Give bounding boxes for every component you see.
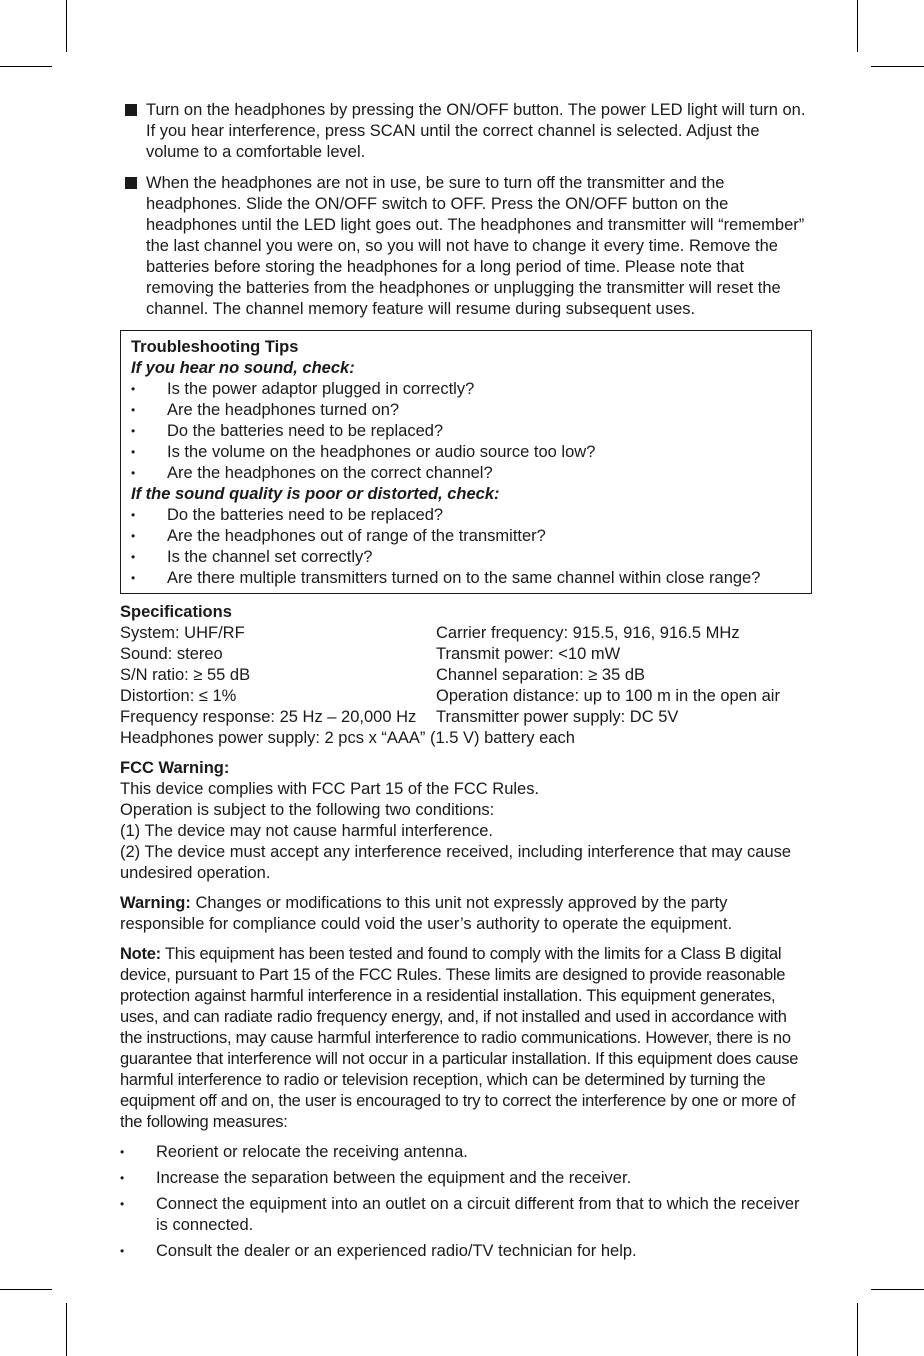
bullet-icon: • (120, 1197, 125, 1211)
warning-label: Warning: (120, 894, 191, 912)
intro-item (120, 100, 810, 163)
list-item: • Are there multiple transmitters turned on to the same channel within close range? (131, 569, 761, 587)
fcc-line: Operation is subject to the following two conditions: (120, 801, 495, 819)
square-bullet-icon (125, 104, 137, 116)
intro-item-text: Turn on the headphones by pressing the ON/OFF button. The power LED light will turn on. If you hear interference, press SCAN until the correct channel is selected. Adjust the volume to a comfortable level. (146, 101, 806, 161)
warning-text: Changes or modifications to this unit not expressly approved by the party responsible for compliance could void the user’s authority to operate the equipment. (120, 894, 733, 933)
bullet-icon: • (120, 1171, 125, 1185)
note-paragraph (120, 944, 810, 1133)
spec-item: Transmit power: <10 mW (436, 645, 621, 663)
fcc-line: (2) The device must accept any interference received, including interference that may cause undesired operation. (120, 843, 792, 882)
list-item: • Are the headphones on the correct channel? (131, 464, 493, 482)
spec-item: Frequency response: 25 Hz – 20,000 Hz (120, 708, 417, 726)
crop-mark-top-left-vertical (66, 0, 67, 52)
specifications-grid (120, 623, 810, 749)
bullet-icon: • (131, 382, 136, 396)
spec-item: System: UHF/RF (120, 624, 245, 642)
spec-item: Transmitter power supply: DC 5V (436, 708, 679, 726)
fcc-warning-section (120, 758, 810, 884)
note-label: Note: (120, 945, 161, 963)
spec-item: Sound: stereo (120, 645, 223, 663)
crop-mark-top-right-vertical (857, 0, 858, 52)
list-item: • Consult the dealer or an experienced radio/TV technician for help. (120, 1242, 637, 1260)
spec-item: Headphones power supply: 2 pcs x “AAA” (1.5 V) battery each (120, 729, 575, 747)
list-item: • Do the batteries need to be replaced? (131, 506, 444, 524)
fcc-line: (1) The device may not cause harmful interference. (120, 822, 493, 840)
bullet-icon: • (131, 403, 136, 417)
crop-mark-bottom-right-vertical (857, 1303, 858, 1356)
crop-mark-top-left-horizontal (0, 66, 52, 67)
measures-list (120, 1142, 810, 1262)
square-bullet-icon (125, 177, 137, 189)
specifications-section (120, 602, 810, 749)
crop-mark-bottom-right-horizontal (871, 1289, 924, 1290)
spec-item: Operation distance: up to 100 m in the open air (436, 687, 780, 705)
spec-item: Distortion: ≤ 1% (120, 687, 237, 705)
intro-item-text: When the headphones are not in use, be sure to turn off the transmitter and the headphones. Slide the ON/OFF switch to OFF. Press the ON/OFF button on the headphones until the LED light goes out. The headphones and transmitter will “remember” the last channel you were on, so you will not have to change it every time. Remove the batteries before storing the headphones for a long period of time. Please note that removing the batteries from the headphones or unplugging the transmitter will reset the channel. The channel memory feature will resume during subsequent uses. (146, 174, 805, 318)
warning-paragraph (120, 893, 810, 935)
bullet-icon: • (131, 571, 136, 585)
spec-item: S/N ratio: ≥ 55 dB (120, 666, 251, 684)
note-text: This equipment has been tested and found to comply with the limits for a Class B digital device, pursuant to Part 15 of the FCC Rules. These limits are designed to provide reasonable protection against harmful interference in a residential installation. This equipment generates, uses, and can radiate radio frequency energy, and, if not installed and used in accordance with the instructions, may cause harmful interference to radio communications. However, there is no guarantee that interference will not occur in a particular installation. If this equipment does cause harmful interference to radio or television reception, which can be determined by turning the equipment off and on, the user is encouraged to try to correct the interference by one or more of the following measures: (120, 945, 799, 1131)
list-item: • Is the volume on the headphones or audio source too low? (131, 443, 596, 461)
bullet-icon: • (131, 445, 136, 459)
specifications-title: Specifications (120, 603, 232, 621)
spec-item: Carrier frequency: 915.5, 916, 916.5 MHz (436, 624, 740, 642)
list-item: • Connect the equipment into an outlet on a circuit different from that to which the receiver is connected. (120, 1195, 800, 1234)
bullet-icon: • (131, 508, 136, 522)
troubleshooting-title: Troubleshooting Tips (131, 338, 299, 356)
list-item: • Is the power adaptor plugged in correctly? (131, 380, 475, 398)
intro-item (120, 173, 810, 320)
list-item: • Reorient or relocate the receiving antenna. (120, 1143, 468, 1161)
list-item: • Is the channel set correctly? (131, 548, 373, 566)
poor-sound-heading: If the sound quality is poor or distorted, check: (131, 485, 500, 503)
list-item: • Are the headphones turned on? (131, 401, 400, 419)
fcc-warning-title: FCC Warning: (120, 759, 230, 777)
bullet-icon: • (120, 1145, 125, 1159)
crop-mark-bottom-left-horizontal (0, 1289, 52, 1290)
fcc-line: This device complies with FCC Part 15 of the FCC Rules. (120, 780, 540, 798)
troubleshooting-box (120, 330, 812, 594)
no-sound-list (131, 379, 803, 484)
bullet-icon: • (131, 466, 136, 480)
list-item: • Do the batteries need to be replaced? (131, 422, 444, 440)
bullet-icon: • (131, 550, 136, 564)
bullet-icon: • (131, 529, 136, 543)
crop-mark-bottom-left-vertical (66, 1303, 67, 1356)
bullet-icon: • (131, 424, 136, 438)
list-item: • Are the headphones out of range of the transmitter? (131, 527, 546, 545)
spec-item: Channel separation: ≥ 35 dB (436, 666, 646, 684)
list-item: • Increase the separation between the equipment and the receiver. (120, 1169, 632, 1187)
crop-mark-top-right-horizontal (871, 66, 924, 67)
bullet-icon: • (120, 1244, 125, 1258)
manual-page (120, 100, 810, 1267)
no-sound-heading: If you hear no sound, check: (131, 359, 355, 377)
poor-sound-list (131, 505, 803, 589)
